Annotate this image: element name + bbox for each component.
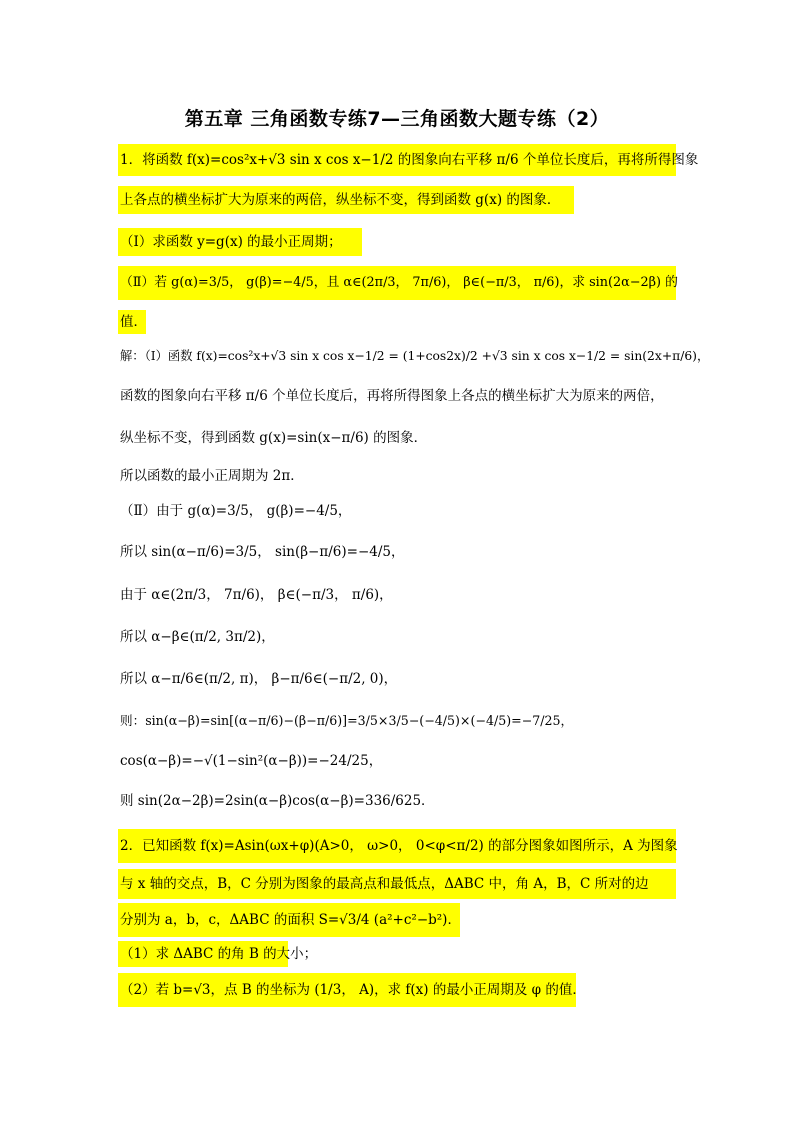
solution-line2: 函数的图象向右平移 π/6 个单位长度后，再将所得图象上各点的横坐标扩大为原来的两倍，	[120, 388, 664, 404]
solution-line11: cos(α−β)=−√(1−sin²(α−β))=−24/25，	[120, 753, 383, 769]
problem2-line3: 分别为 a，b，c，ΔABC 的面积 S=√3/4 (a²+c²−b²)．	[120, 912, 461, 928]
problem1-question2: （Ⅱ）若 g(α)=3/5， g(β)=−4/5，且 α∈(2π/3， 7π/6)， β∈(−π/3， π/6)，求 sin(2α−2β) 的	[120, 275, 678, 290]
problem1-question2-end: 值．	[120, 314, 147, 330]
solution-line8: 所以 α−β∈(π/2, 3π/2)，	[120, 629, 275, 645]
solution-line7: 由于 α∈(2π/3， 7π/6)， β∈(−π/3， π/6)，	[120, 587, 393, 603]
solution-line12: 则 sin(2α−2β)=2sin(α−β)cos(α−β)=336/625．	[120, 793, 435, 809]
solution-line6: 所以 sin(α−π/6)=3/5， sin(β−π/6)=−4/5，	[120, 544, 405, 560]
problem2-line1: 2．已知函数 f(x)=Asin(ωx+φ)(A>0， ω>0， 0<φ<π/2) 的部分图象如图所示，A 为图象	[120, 838, 678, 854]
solution-line9: 所以 α−π/6∈(π/2, π)， β−π/6∈(−π/2, 0)，	[120, 671, 398, 687]
problem2-question2: （2）若 b=√3，点 B 的坐标为 (1/3， A)，求 f(x) 的最小正周期及 φ 的值．	[120, 982, 586, 998]
problem2-question1: （1）求 ΔABC 的角 B 的大小；	[120, 946, 318, 962]
solution-line5: （Ⅱ）由于 g(α)=3/5， g(β)=−4/5，	[120, 503, 352, 519]
page-title: 第五章 三角函数专练7—三角函数大题专练（2）	[184, 108, 610, 130]
solution-line3: 纵坐标不变，得到函数 g(x)=sin(x−π/6) 的图象．	[120, 430, 428, 446]
solution-line1: 解：（Ⅰ）函数 f(x)=cos²x+√3 sin x cos x−1/2 = (1+cos2x)/2 +√3 sin x cos x−1/2 = sin(2x+π/6)，	[120, 349, 710, 363]
problem1-question1: （Ⅰ）求函数 y=g(x) 的最小正周期；	[120, 234, 342, 250]
solution-line10: 则：sin(α−β)=sin[(α−π/6)−(β−π/6)]=3/5×3/5−(−4/5)×(−4/5)=−7/25，	[120, 713, 574, 728]
problem1-line2: 上各点的横坐标扩大为原来的两倍，纵坐标不变，得到函数 g(x) 的图象．	[120, 192, 561, 208]
problem1-line1: 1．将函数 f(x)=cos²x+√3 sin x cos x−1/2 的图象向右平移 π/6 个单位长度后，再将所得图象	[120, 152, 699, 168]
problem2-line2: 与 x 轴的交点，B，C 分别为图象的最高点和最低点，ΔABC 中，角 A，B，C 所对的边	[120, 876, 649, 892]
solution-line4: 所以函数的最小正周期为 2π．	[120, 468, 304, 484]
